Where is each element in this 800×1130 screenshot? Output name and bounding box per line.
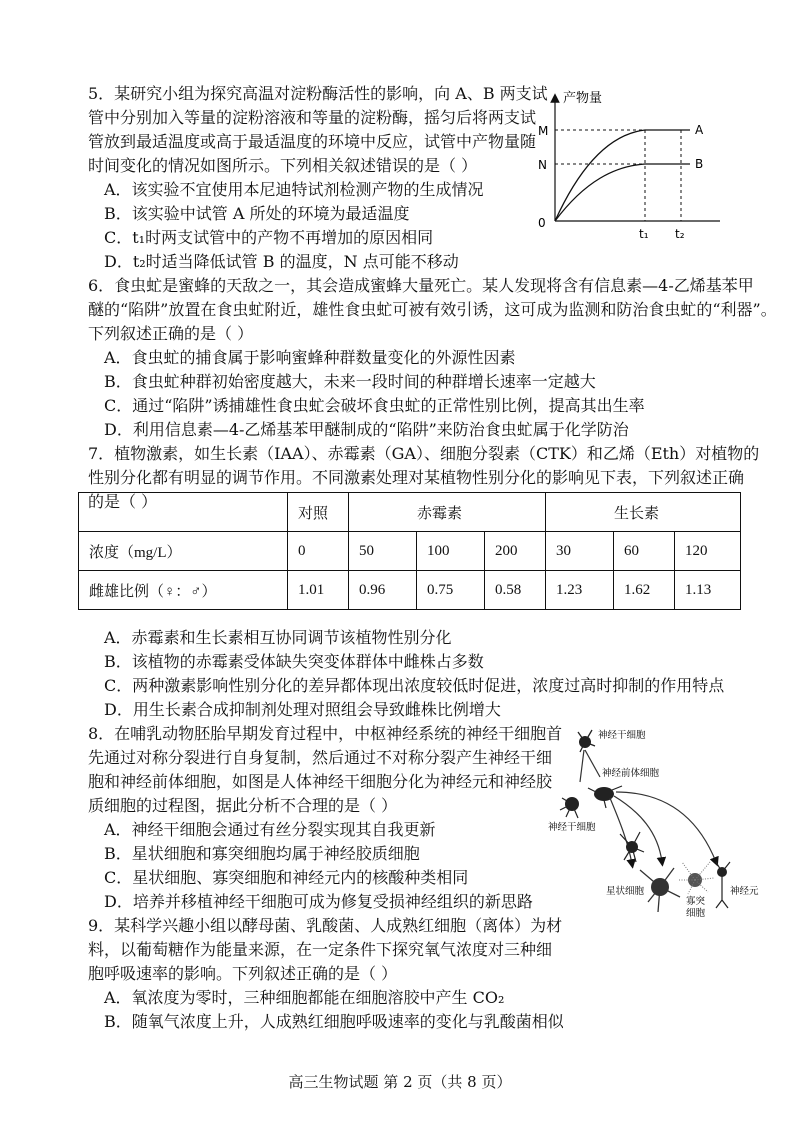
label-precursor: 神经前体细胞 [602,768,660,779]
q5-option-b: B．该实验中试管 A 所处的环境为最适温度 [104,204,410,223]
tick-origin: 0 [538,216,546,230]
table-cell: 1.23 [546,571,614,610]
q7-option-c: C．两种激素影响性别分化的差异都体现出浓度较低时促进，浓度过高时抑制的作用特点 [104,676,725,695]
table-header-control: 对照 [288,493,349,532]
q7-line-2: 性别分化都有明显的调节作用。不同激素处理对某植物性别分化的影响见下表，下列叙述正确 [88,468,745,487]
q9-line-2: 料，以葡萄糖作为能量来源，在一定条件下探究氧气浓度对三种细 [88,940,553,959]
tick-t2: t₂ [675,227,685,241]
row-label-ratio: 雌雄比例（♀：♂） [79,571,288,610]
table-cell: 0.75 [417,571,485,610]
astrocyte-small-icon [620,832,644,862]
q5-line-4: 时间变化的情况如图所示。下列相关叙述错误的是（ ） [88,156,478,175]
table-row [79,571,741,610]
table-row [79,532,741,571]
table-header-blank [79,493,288,532]
q6-line-3: 下列叙述正确的是（ ） [88,324,254,343]
series-a-line [555,130,690,221]
table-header-row [79,493,741,532]
table-cell: 60 [614,532,675,571]
label-stem-top: 神经干细胞 [598,730,646,741]
table-header-auxin: 生长素 [546,493,741,532]
table-cell: 0.58 [485,571,546,610]
q6-option-c: C．通过“陷阱”诱捕雄性食虫虻会破坏食虫虻的正常性别比例，提高其出生率 [104,396,645,415]
series-b-label: B [695,157,704,171]
tick-t1: t₁ [639,227,649,241]
q9-option-a: A．氧浓度为零时，三种细胞都能在细胞溶胶中产生 CO₂ [104,988,505,1007]
q7-option-d: D．用生长素合成抑制剂处理对照组会导致雌株比例增大 [104,700,501,719]
precursor-cell-icon [588,786,622,808]
q9-option-b: B．随氧气浓度上升，人成熟红细胞呼吸速率的变化与乳酸菌相似 [104,1012,564,1031]
table-cell: 120 [675,532,741,571]
q6-option-a: A．食虫虻的捕食属于影响蜜蜂种群数量变化的外源性因素 [104,348,516,367]
q7-option-a: A．赤霉素和生长素相互协同调节该植物性别分化 [104,628,452,647]
tick-m: M [538,124,549,138]
label-neuron: 神经元 [730,886,759,897]
stem-cell-top-icon [578,730,595,752]
q5-line-1: 5．某研究小组为探究高温对淀粉酶活性的影响，向 A、B 两支试 [88,84,548,103]
q5-product-chart [535,86,735,251]
tick-n: N [538,158,547,172]
table-cell: 30 [546,532,614,571]
table-cell: 1.13 [675,571,741,610]
series-b-line [555,164,690,221]
q7-option-b: B．该植物的赤霉素受体缺失突变体群体中雌株占多数 [104,652,484,671]
q8-line-3: 胞和神经前体细胞，如图是人体神经干细胞分化为神经元和神经胶 [88,772,553,791]
table-cell: 200 [485,532,546,571]
table-cell: 50 [349,532,417,571]
q5-option-d: D．t₂时适当降低试管 B 的温度，N 点可能不移动 [104,252,459,271]
q8-option-b: B．星状细胞和寡突细胞均属于神经胶质细胞 [104,844,420,863]
series-a-label: A [695,123,704,137]
astrocyte-icon [640,868,680,912]
hormone-table [78,492,741,610]
page-footer: 高三生物试题 第 2 页（共 8 页） [288,1073,512,1091]
q9-line-3: 胞呼吸速率的影响。下列叙述正确的是（ ） [88,964,398,983]
q9-line-1: 9．某科学兴趣小组以酵母菌、乳酸菌、人成熟红细胞（离体）为材 [88,916,563,935]
table-cell: 100 [417,532,485,571]
oligodendrocyte-icon [678,862,714,894]
q8-line-2: 先通过对称分裂进行自身复制，然后通过不对称分裂产生神经干细 [88,748,553,767]
y-axis-label: 产物量 [563,91,603,106]
neuron-icon [716,862,730,908]
label-astrocyte: 星状细胞 [606,886,645,897]
q5-option-c: C．t₁时两支试管中的产物不再增加的原因相同 [104,228,434,247]
neural-differentiation-figure [540,722,760,922]
q8-option-c: C．星状细胞、寡突细胞和神经元内的核酸种类相同 [104,868,469,887]
q8-option-d: D．培养并移植神经干细胞可成为修复受损神经组织的新思路 [104,892,533,911]
q7-line-3: 的是（ ） [88,492,158,511]
q5-line-3: 管放到最适温度或高于最适温度的环境中反应，试管中产物量随 [88,132,537,151]
stem-cell-left-icon [560,797,579,818]
label-stem-left: 神经干细胞 [548,822,596,833]
q7-line-1: 7．植物激素，如生长素（IAA）、赤霉素（GA）、细胞分裂素（CTK）和乙烯（Eth）对植物的 [88,444,760,463]
q6-line-2: 醚的“陷阱”放置在食虫虻附近，雄性食虫虻可被有效引诱，这可成为监测和防治食虫虻的“利器”。 [88,300,777,319]
q6-line-1: 6．食虫虻是蜜蜂的天敌之一，其会造成蜜蜂大量死亡。某人发现将含有信息素—4-乙烯基苯甲 [88,276,754,295]
table-cell: 0 [288,532,349,571]
q6-option-b: B．食虫虻种群初始密度越大，未来一段时间的种群增长速率一定越大 [104,372,596,391]
q6-option-d: D．利用信息素—4-乙烯基苯甲醚制成的“陷阱”来防治食虫虻属于化学防治 [104,420,629,439]
table-cell: 1.01 [288,571,349,610]
q8-line-1: 8．在哺乳动物胚胎早期发育过程中，中枢神经系统的神经干细胞首 [88,724,563,743]
label-oligo-2: 细胞 [686,908,706,919]
q8-line-4: 质细胞的过程图，据此分析不合理的是（ ） [88,796,398,815]
q5-option-a: A．该实验不宜使用本尼迪特试剂检测产物的生成情况 [104,180,484,199]
table-cell: 1.62 [614,571,675,610]
label-oligo-1: 寡突 [686,896,706,907]
q8-option-a: A．神经干细胞会通过有丝分裂实现其自我更新 [104,820,436,839]
table-cell: 0.96 [349,571,417,610]
q5-line-2: 管中分别加入等量的淀粉溶液和等量的淀粉酶，摇匀后将两支试 [88,108,537,127]
table-header-gibberellin: 赤霉素 [349,493,546,532]
row-label-concentration: 浓度（mg/L） [79,532,288,571]
